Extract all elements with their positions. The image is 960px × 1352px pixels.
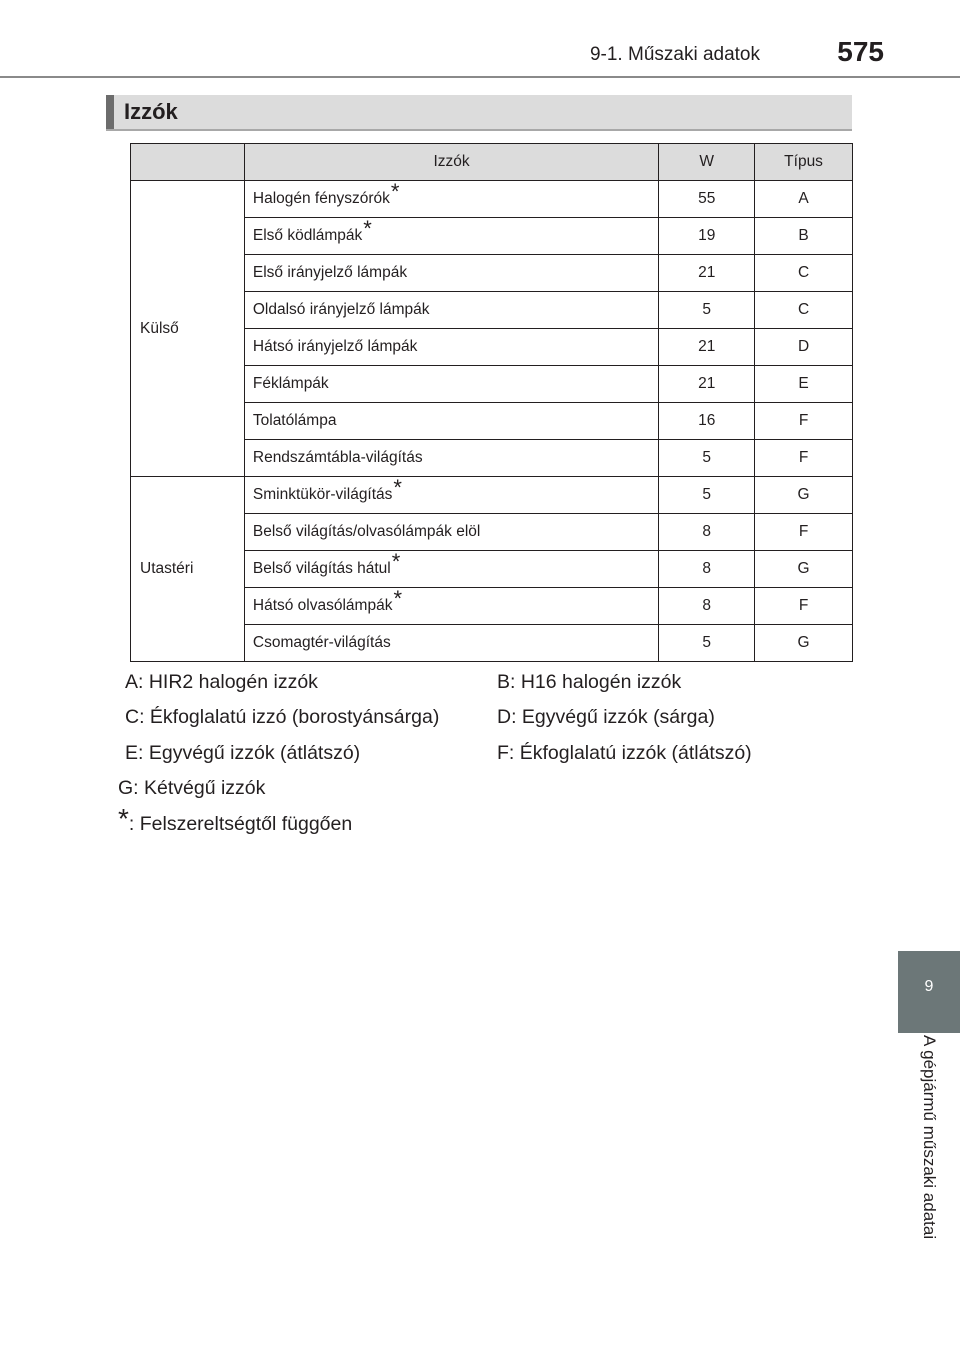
footnote-marker: * — [390, 179, 400, 204]
legend-item-d: D: Egyvégű izzók (sárga) — [497, 706, 715, 728]
bulb-name-cell — [244, 440, 658, 477]
type-cell: F — [755, 440, 853, 477]
bulb-name: Belső világítás/olvasólámpák elöl — [252, 523, 481, 540]
legend-item-f: F: Ékfoglalatú izzók (átlátszó) — [497, 742, 752, 764]
bulb-name-cell — [244, 366, 658, 403]
column-header-bulb: Izzók — [244, 144, 658, 181]
chapter-tab — [898, 951, 960, 1033]
bulb-name-cell — [244, 329, 658, 366]
type-cell: A — [755, 181, 853, 218]
header-rule — [0, 76, 960, 78]
bulb-name-cell — [244, 181, 658, 218]
bulb-table — [130, 143, 853, 662]
watts-cell: 5 — [659, 625, 755, 662]
footnote-marker: * — [363, 216, 372, 241]
watts-cell: 8 — [659, 588, 755, 625]
bulb-name-cell — [244, 477, 658, 514]
type-cell: G — [755, 551, 853, 588]
type-cell: F — [755, 588, 853, 625]
bulb-name-cell — [244, 403, 658, 440]
watts-cell: 21 — [659, 329, 755, 366]
bulb-name: Rendszámtábla-világítás — [252, 449, 423, 466]
bulb-name: Féklámpák — [252, 375, 329, 392]
type-cell: C — [755, 255, 853, 292]
watts-cell: 19 — [659, 218, 755, 255]
footnote-marker: * — [393, 586, 403, 611]
legend-item-g: G: Kétvégű izzók — [118, 777, 266, 799]
bulb-name-cell — [244, 551, 658, 588]
bulb-name: Hátsó olvasólámpák — [252, 597, 393, 614]
watts-cell: 55 — [659, 181, 755, 218]
column-header-watts: W — [659, 144, 755, 181]
type-cell: C — [755, 292, 853, 329]
type-cell: B — [755, 218, 853, 255]
bulb-name: Első ködlámpák — [252, 227, 363, 244]
chapter-number: 9 — [924, 978, 934, 995]
table-header-row — [131, 144, 853, 181]
legend-item-b: B: H16 halogén izzók — [497, 671, 682, 693]
bulb-name: Első irányjelző lámpák — [252, 264, 408, 281]
group-label: Utastéri — [131, 477, 245, 662]
legend-item-e: E: Egyvégű izzók (átlátszó) — [125, 742, 361, 764]
footnote-marker: * — [391, 549, 401, 574]
bulb-name-cell — [244, 514, 658, 551]
bulb-name-cell — [244, 588, 658, 625]
group-label: Külső — [131, 181, 245, 477]
bulb-name-cell — [244, 625, 658, 662]
chapter-label-box — [898, 1035, 960, 1295]
legend-item-c: C: Ékfoglalatú izzó (borostyánsárga) — [125, 706, 440, 728]
table-row — [131, 477, 853, 514]
legend-item-a: A: HIR2 halogén izzók — [125, 671, 318, 693]
column-header-type: Típus — [755, 144, 853, 181]
type-cell: F — [755, 403, 853, 440]
bulb-name: Sminktükör-világítás — [252, 486, 393, 503]
section-title: Izzók — [124, 99, 178, 124]
table-body — [131, 181, 853, 662]
page-number: 575 — [837, 36, 884, 67]
type-cell: G — [755, 477, 853, 514]
watts-cell: 5 — [659, 477, 755, 514]
type-cell: D — [755, 329, 853, 366]
bulb-name: Hátsó irányjelző lámpák — [252, 338, 418, 355]
bulb-name: Csomagtér-világítás — [252, 634, 391, 651]
bulb-name: Halogén fényszórók — [252, 190, 390, 207]
section-accent — [106, 95, 114, 129]
bulb-name: Tolatólámpa — [252, 412, 337, 429]
footnote-mark: * — [118, 803, 129, 834]
watts-cell: 5 — [659, 292, 755, 329]
type-cell: F — [755, 514, 853, 551]
watts-cell: 8 — [659, 514, 755, 551]
section-heading-bar — [106, 95, 852, 131]
watts-cell: 16 — [659, 403, 755, 440]
watts-cell: 21 — [659, 255, 755, 292]
bulb-name-cell — [244, 218, 658, 255]
type-cell: G — [755, 625, 853, 662]
watts-cell: 21 — [659, 366, 755, 403]
bulb-name: Oldalsó irányjelző lámpák — [252, 301, 430, 318]
watts-cell: 5 — [659, 440, 755, 477]
bulb-name-cell — [244, 255, 658, 292]
bulb-name: Belső világítás hátul — [252, 560, 391, 577]
table-row — [131, 181, 853, 218]
footnote-marker: * — [393, 475, 402, 500]
bulb-name-cell — [244, 292, 658, 329]
type-cell: E — [755, 366, 853, 403]
column-header-group — [131, 144, 245, 181]
footnote-text: : Felszereltségtől függően — [128, 813, 353, 835]
chapter-label: A gépjármű műszaki adatai — [920, 1035, 939, 1240]
footnote — [118, 803, 353, 836]
header-section-title: 9-1. Műszaki adatok — [589, 44, 760, 65]
watts-cell: 8 — [659, 551, 755, 588]
